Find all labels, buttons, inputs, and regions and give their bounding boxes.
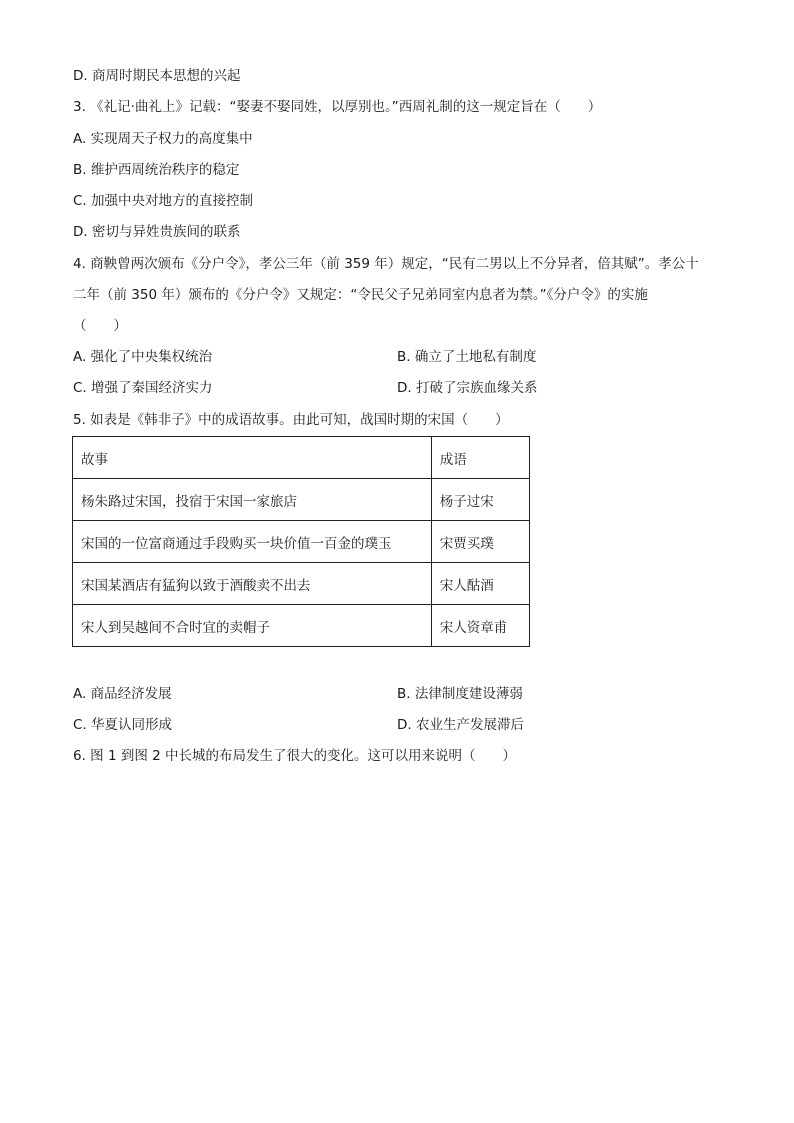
q3-option-b: B. 维护西周统治秩序的稳定 (73, 162, 240, 178)
table-cell-story: 宋国某酒店有猛狗以致于酒酸卖不出去 (73, 563, 432, 605)
q4-stem-line1: 4. 商鞅曾两次颁布《分户令》，孝公三年（前 359 年）规定，“民有二男以上不分异者，倍其赋”。孝公十 (73, 256, 699, 272)
table-header-story: 故事 (73, 437, 432, 479)
q3-option-d: D. 密切与异姓贵族间的联系 (73, 224, 241, 240)
table-row (73, 563, 530, 605)
table-cell-idiom: 宋人资章甫 (431, 605, 529, 647)
q4-stem-line3: （ ） (73, 318, 127, 334)
q4-option-b: B. 确立了土地私有制度 (397, 349, 537, 365)
q4-stem-line2: 二年（前 350 年）颁布的《分户令》又规定：“令民父子兄弟同室内息者为禁。”《分户令》的实施 (73, 287, 648, 303)
q3-option-a: A. 实现周天子权力的高度集中 (73, 131, 253, 147)
q5-option-a: A. 商品经济发展 (73, 686, 172, 702)
table-header-row (73, 437, 530, 479)
table-cell-idiom: 宋人酤酒 (431, 563, 529, 605)
q5-option-c: C. 华夏认同形成 (73, 717, 173, 733)
table-cell-idiom: 宋贾买璞 (431, 521, 529, 563)
q4-option-a: A. 强化了中央集权统治 (73, 349, 213, 365)
table-cell-story: 宋国的一位富商通过手段购买一块价值一百金的璞玉 (73, 521, 432, 563)
q5-option-d: D. 农业生产发展滞后 (397, 717, 524, 733)
q3-stem: 3. 《礼记·曲礼上》记载：“娶妻不娶同姓，以厚别也。”西周礼制的这一规定旨在（ ） (73, 99, 602, 115)
table-row (73, 521, 530, 563)
table-cell-story: 杨朱路过宋国，投宿于宋国一家旅店 (73, 479, 432, 521)
table-header-idiom: 成语 (431, 437, 529, 479)
q3-option-c: C. 加强中央对地方的直接控制 (73, 193, 254, 209)
q5-stem: 5. 如表是《韩非子》中的成语故事。由此可知，战国时期的宋国（ ） (73, 412, 509, 428)
table-row (73, 479, 530, 521)
q5-option-b: B. 法律制度建设薄弱 (397, 686, 523, 702)
q4-option-d: D. 打破了宗族血缘关系 (397, 380, 538, 396)
q6-stem: 6. 图 1 到图 2 中长城的布局发生了很大的变化。这可以用来说明（ ） (73, 748, 517, 764)
q4-option-c: C. 增强了秦国经济实力 (73, 380, 213, 396)
table-row (73, 605, 530, 647)
q2-option-d: D. 商周时期民本思想的兴起 (73, 68, 241, 84)
idiom-story-table (72, 436, 530, 647)
table-cell-story: 宋人到吴越间不合时宜的卖帽子 (73, 605, 432, 647)
table-cell-idiom: 杨子过宋 (431, 479, 529, 521)
